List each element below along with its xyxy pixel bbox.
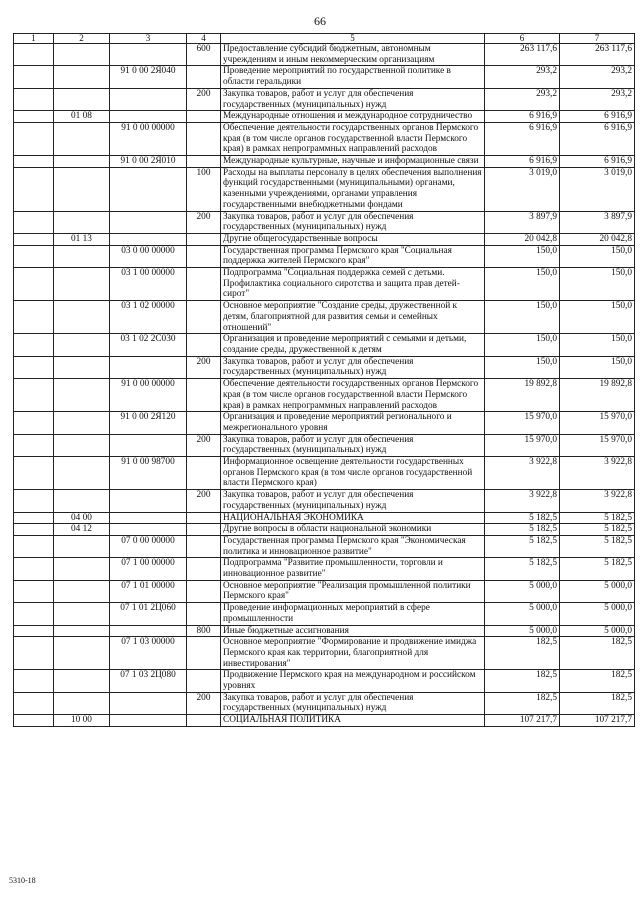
table-row [14,66,635,88]
amount-2019-cell: 293,2 [485,88,560,110]
table-row [14,167,635,211]
subsection-cell [54,156,110,168]
target-article-cell: 03 1 02 2С030 [110,334,187,356]
expense-type-cell [187,334,221,356]
description-cell: Подпрограмма "Развитие промышленности, торговли и инновационное развитие" [221,558,485,580]
description-cell: СОЦИАЛЬНАЯ ПОЛИТИКА [221,715,485,727]
description-cell: Закупка товаров, работ и услуг для обеспечения государственных (муниципальных) нужд [221,692,485,714]
expense-type-cell [187,301,221,334]
amount-2019-cell: 5 182,5 [485,524,560,536]
section-cell [14,356,54,378]
target-article-cell [110,44,187,66]
amount-2020-cell: 293,2 [560,88,635,110]
amount-2020-cell: 20 042,8 [560,233,635,245]
amount-2019-cell: 5 182,5 [485,535,560,557]
expense-type-cell [187,637,221,670]
amount-2019-cell: 3 897,9 [485,211,560,233]
table-row [14,356,635,378]
amount-2020-cell: 5 182,5 [560,558,635,580]
expense-type-cell: 600 [187,44,221,66]
expense-type-cell [187,245,221,267]
description-cell: Основное мероприятие "Создание среды, дружественной к детям, благоприятной для развития семьи и семейных отношений" [221,301,485,334]
subsection-cell: 01 08 [54,111,110,123]
expense-type-cell [187,535,221,557]
expense-type-cell [187,457,221,490]
subsection-cell [54,268,110,301]
subsection-cell [54,245,110,267]
target-article-cell: 07 0 00 00000 [110,535,187,557]
amount-2019-cell: 107 217,7 [485,715,560,727]
subsection-cell [54,412,110,434]
amount-2020-cell: 182,5 [560,670,635,692]
amount-2020-cell: 107 217,7 [560,715,635,727]
section-cell [14,457,54,490]
target-article-cell: 07 1 03 2Ц080 [110,670,187,692]
target-article-cell: 07 1 00 00000 [110,558,187,580]
target-article-cell [110,356,187,378]
expense-type-cell [187,580,221,602]
table-row [14,412,635,434]
amount-2020-cell: 5 182,5 [560,512,635,524]
amount-2019-cell: 6 916,9 [485,122,560,155]
section-cell [14,715,54,727]
amount-2020-cell: 6 916,9 [560,111,635,123]
column-header-3: 3 [110,34,187,44]
subsection-cell [54,625,110,637]
amount-2020-cell: 3 019,0 [560,167,635,211]
target-article-cell: 91 0 00 2Я010 [110,156,187,168]
description-cell: Расходы на выплаты персоналу в целях обеспечения выполнения функций государственными (муниципальными) органами, казенными учреждениями, органами управления государственными внебюджетными фондами [221,167,485,211]
amount-2020-cell: 6 916,9 [560,156,635,168]
column-header-1: 1 [14,34,54,44]
amount-2020-cell: 150,0 [560,334,635,356]
amount-2019-cell: 20 042,8 [485,233,560,245]
table-row [14,457,635,490]
table-row [14,692,635,714]
expense-type-cell [187,122,221,155]
expense-type-cell: 200 [187,88,221,110]
footer-code: 5310-18 [9,876,36,885]
table-row [14,524,635,536]
amount-2020-cell: 3 897,9 [560,211,635,233]
amount-2019-cell: 19 892,8 [485,379,560,412]
expense-type-cell [187,156,221,168]
target-article-cell [110,111,187,123]
section-cell [14,637,54,670]
table-row [14,580,635,602]
description-cell: Закупка товаров, работ и услуг для обеспечения государственных (муниципальных) нужд [221,434,485,456]
section-cell [14,434,54,456]
expense-type-cell [187,558,221,580]
section-cell [14,412,54,434]
amount-2019-cell: 5 000,0 [485,580,560,602]
table-header-row [14,34,635,44]
target-article-cell: 03 1 02 00000 [110,301,187,334]
table-body [14,44,635,727]
expense-type-cell: 200 [187,434,221,456]
table-row [14,88,635,110]
subsection-cell [54,379,110,412]
table-row [14,211,635,233]
description-cell: Закупка товаров, работ и услуг для обеспечения государственных (муниципальных) нужд [221,356,485,378]
subsection-cell: 10 00 [54,715,110,727]
table-row [14,637,635,670]
subsection-cell [54,580,110,602]
amount-2020-cell: 5 182,5 [560,524,635,536]
amount-2019-cell: 3 922,8 [485,457,560,490]
subsection-cell [54,457,110,490]
table-row [14,122,635,155]
target-article-cell [110,233,187,245]
amount-2020-cell: 6 916,9 [560,122,635,155]
table-row [14,379,635,412]
subsection-cell [54,44,110,66]
description-cell: Международные отношения и международное сотрудничество [221,111,485,123]
subsection-cell [54,670,110,692]
table-row [14,625,635,637]
subsection-cell [54,167,110,211]
table-row [14,156,635,168]
description-cell: Государственная программа Пермского края "Экономическая политика и инновационное развитие" [221,535,485,557]
table-row [14,268,635,301]
description-cell: Организация и проведение мероприятий регионального и межрегионального уровня [221,412,485,434]
subsection-cell [54,301,110,334]
target-article-cell [110,490,187,512]
section-cell [14,524,54,536]
description-cell: Международные культурные, научные и информационные связи [221,156,485,168]
section-cell [14,603,54,625]
description-cell: Предоставление субсидий бюджетным, автономным учреждениям и иным некоммерческим организациям [221,44,485,66]
target-article-cell: 91 0 00 2Я120 [110,412,187,434]
subsection-cell [54,211,110,233]
expense-type-cell [187,670,221,692]
table-row [14,245,635,267]
amount-2020-cell: 182,5 [560,692,635,714]
amount-2019-cell: 263 117,6 [485,44,560,66]
table-row [14,715,635,727]
column-header-6: 6 [485,34,560,44]
description-cell: Другие общегосударственные вопросы [221,233,485,245]
target-article-cell: 07 1 01 2Ц060 [110,603,187,625]
section-cell [14,245,54,267]
description-cell: Закупка товаров, работ и услуг для обеспечения государственных (муниципальных) нужд [221,490,485,512]
amount-2020-cell: 5 000,0 [560,580,635,602]
column-header-7: 7 [560,34,635,44]
table-row [14,558,635,580]
table-row [14,603,635,625]
table-row [14,490,635,512]
target-article-cell [110,625,187,637]
amount-2020-cell: 5 000,0 [560,625,635,637]
expense-type-cell [187,524,221,536]
section-cell [14,88,54,110]
table-row [14,512,635,524]
target-article-cell: 91 0 00 00000 [110,379,187,412]
section-cell [14,334,54,356]
amount-2019-cell: 5 000,0 [485,625,560,637]
table-row [14,535,635,557]
amount-2019-cell: 182,5 [485,692,560,714]
amount-2020-cell: 5 000,0 [560,603,635,625]
amount-2019-cell: 182,5 [485,637,560,670]
subsection-cell [54,356,110,378]
amount-2019-cell: 6 916,9 [485,111,560,123]
target-article-cell [110,88,187,110]
description-cell: Обеспечение деятельности государственных органов Пермского края (в том числе органов государственной власти Пермского края) в рамках непрограммных направлений расходов [221,379,485,412]
target-article-cell: 03 0 00 00000 [110,245,187,267]
budget-table-container [13,33,634,727]
expense-type-cell: 800 [187,625,221,637]
section-cell [14,580,54,602]
description-cell: Обеспечение деятельности государственных органов Пермского края (в том числе органов государственной власти Пермского края) в рамках непрограммных направлений расходов [221,122,485,155]
subsection-cell [54,637,110,670]
section-cell [14,233,54,245]
column-header-2: 2 [54,34,110,44]
amount-2020-cell: 15 970,0 [560,434,635,456]
section-cell [14,670,54,692]
target-article-cell [110,692,187,714]
section-cell [14,268,54,301]
amount-2020-cell: 182,5 [560,637,635,670]
amount-2019-cell: 15 970,0 [485,434,560,456]
table-row [14,301,635,334]
amount-2020-cell: 15 970,0 [560,412,635,434]
description-cell: Подпрограмма "Социальная поддержка семей с детьми. Профилактика социального сиротства и защита прав детей-сирот" [221,268,485,301]
section-cell [14,111,54,123]
subsection-cell [54,490,110,512]
expense-type-cell: 100 [187,167,221,211]
amount-2019-cell: 5 182,5 [485,512,560,524]
amount-2019-cell: 3 019,0 [485,167,560,211]
description-cell: Организация и проведение мероприятий с семьями и детьми, создание среды, дружественной к детям [221,334,485,356]
description-cell: Информационное освещение деятельности государственных органов Пермского края (в том числе органов государственной власти Пермского края) [221,457,485,490]
section-cell [14,625,54,637]
budget-table [13,33,635,727]
expense-type-cell [187,111,221,123]
subsection-cell [54,558,110,580]
section-cell [14,692,54,714]
table-row [14,670,635,692]
section-cell [14,211,54,233]
table-row [14,111,635,123]
section-cell [14,66,54,88]
subsection-cell: 04 00 [54,512,110,524]
table-row [14,44,635,66]
amount-2020-cell: 263 117,6 [560,44,635,66]
subsection-cell [54,603,110,625]
section-cell [14,512,54,524]
subsection-cell [54,334,110,356]
table-row [14,334,635,356]
section-cell [14,379,54,412]
description-cell: Закупка товаров, работ и услуг для обеспечения государственных (муниципальных) нужд [221,211,485,233]
expense-type-cell: 200 [187,356,221,378]
target-article-cell: 07 1 03 00000 [110,637,187,670]
description-cell: Проведение мероприятий по государственной политике в области геральдики [221,66,485,88]
section-cell [14,122,54,155]
target-article-cell [110,434,187,456]
description-cell: НАЦИОНАЛЬНАЯ ЭКОНОМИКА [221,512,485,524]
amount-2019-cell: 3 922,8 [485,490,560,512]
description-cell: Продвижение Пермского края на международном и российском уровнях [221,670,485,692]
expense-type-cell [187,379,221,412]
table-row [14,233,635,245]
expense-type-cell [187,512,221,524]
page-number: 66 [314,14,326,28]
column-header-5: 5 [221,34,485,44]
expense-type-cell: 200 [187,211,221,233]
amount-2019-cell: 150,0 [485,268,560,301]
amount-2020-cell: 3 922,8 [560,457,635,490]
amount-2020-cell: 5 182,5 [560,535,635,557]
amount-2020-cell: 293,2 [560,66,635,88]
amount-2019-cell: 150,0 [485,356,560,378]
subsection-cell [54,122,110,155]
description-cell: Закупка товаров, работ и услуг для обеспечения государственных (муниципальных) нужд [221,88,485,110]
section-cell [14,44,54,66]
subsection-cell [54,88,110,110]
expense-type-cell [187,268,221,301]
target-article-cell: 91 0 00 98700 [110,457,187,490]
description-cell: Иные бюджетные ассигнования [221,625,485,637]
amount-2019-cell: 182,5 [485,670,560,692]
amount-2019-cell: 15 970,0 [485,412,560,434]
amount-2019-cell: 5 000,0 [485,603,560,625]
expense-type-cell [187,412,221,434]
description-cell: Проведение информационных мероприятий в сфере промышленности [221,603,485,625]
amount-2019-cell: 150,0 [485,245,560,267]
section-cell [14,558,54,580]
subsection-cell: 04 12 [54,524,110,536]
expense-type-cell [187,66,221,88]
target-article-cell: 07 1 01 00000 [110,580,187,602]
target-article-cell [110,512,187,524]
section-cell [14,535,54,557]
target-article-cell [110,167,187,211]
subsection-cell [54,66,110,88]
table-row [14,434,635,456]
target-article-cell [110,524,187,536]
amount-2020-cell: 150,0 [560,245,635,267]
section-cell [14,167,54,211]
section-cell [14,490,54,512]
target-article-cell: 03 1 00 00000 [110,268,187,301]
amount-2020-cell: 150,0 [560,356,635,378]
amount-2019-cell: 293,2 [485,66,560,88]
description-cell: Другие вопросы в области национальной экономики [221,524,485,536]
amount-2019-cell: 150,0 [485,301,560,334]
expense-type-cell: 200 [187,490,221,512]
section-cell [14,156,54,168]
target-article-cell: 91 0 00 2Я040 [110,66,187,88]
subsection-cell [54,692,110,714]
amount-2019-cell: 5 182,5 [485,558,560,580]
description-cell: Основное мероприятие "Формирование и продвижение имиджа Пермского края как территории, благоприятной для инвестирования" [221,637,485,670]
expense-type-cell [187,715,221,727]
amount-2020-cell: 19 892,8 [560,379,635,412]
section-cell [14,301,54,334]
amount-2019-cell: 150,0 [485,334,560,356]
description-cell: Основное мероприятие "Реализация промышленной политики Пермского края" [221,580,485,602]
amount-2019-cell: 6 916,9 [485,156,560,168]
target-article-cell [110,211,187,233]
amount-2020-cell: 150,0 [560,301,635,334]
expense-type-cell: 200 [187,692,221,714]
target-article-cell: 91 0 00 00000 [110,122,187,155]
amount-2020-cell: 150,0 [560,268,635,301]
subsection-cell [54,434,110,456]
expense-type-cell [187,603,221,625]
amount-2020-cell: 3 922,8 [560,490,635,512]
target-article-cell [110,715,187,727]
description-cell: Государственная программа Пермского края "Социальная поддержка жителей Пермского края" [221,245,485,267]
column-header-4: 4 [187,34,221,44]
subsection-cell [54,535,110,557]
subsection-cell: 01 13 [54,233,110,245]
expense-type-cell [187,233,221,245]
